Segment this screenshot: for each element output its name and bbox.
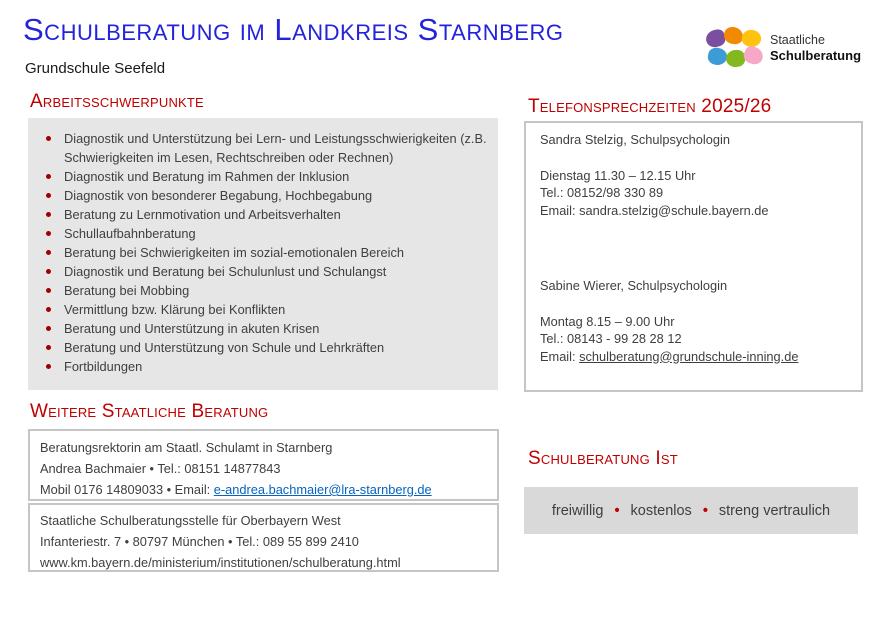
heading-telefonsprechzeiten: Telefonsprechzeiten 2025/26	[528, 96, 772, 117]
bullet-icon	[46, 212, 51, 217]
contact-line-prefix: Mobil 0176 14809033 • Email:	[40, 482, 214, 497]
list-item-text: Beratung bei Schwierigkeiten im sozial-emotionalen Bereich	[64, 245, 405, 260]
contact-email-line	[540, 348, 847, 366]
contact-url: www.km.bayern.de/ministerium/institutionen/schulberatung.html	[40, 555, 401, 570]
schulamt-contact-box	[28, 429, 499, 501]
email-link[interactable]: e-andrea.bachmaier@lra-starnberg.de	[213, 482, 432, 497]
contact-time: Dienstag 11.30 – 12.15 Uhr	[540, 167, 696, 183]
heading-schulberatung-ist: Schulberatung Ist	[528, 448, 678, 469]
list-item-text: Beratung bei Mobbing	[64, 283, 190, 298]
heading-weitere-beratung: Weitere Staatliche Beratung	[30, 401, 269, 422]
list-item-text: Beratung und Unterstützung in akuten Krisen	[64, 321, 320, 336]
motto-item: streng vertraulich	[718, 502, 831, 519]
list-item-text: Diagnostik und Beratung bei Schulunlust und Schulangst	[64, 264, 387, 279]
list-item-text: Schullaufbahnberatung	[64, 226, 196, 241]
bullet-icon	[46, 174, 51, 179]
bullet-icon	[46, 231, 51, 236]
contact-tel: Tel.: 08152/98 330 89	[540, 185, 664, 200]
bullet-icon	[46, 269, 51, 274]
list-item-text: Beratung zu Lernmotivation und Arbeitsverhalten	[64, 207, 341, 222]
telefonsprechzeiten-box	[524, 121, 863, 392]
list-item	[42, 300, 490, 319]
list-item	[42, 167, 490, 186]
list-item-text: Beratung und Unterstützung von Schule und Lehrkräften	[64, 340, 385, 355]
arbeitsschwerpunkte-list	[42, 129, 490, 376]
list-item	[42, 186, 490, 205]
blob-pink-icon	[742, 44, 766, 67]
list-item	[42, 205, 490, 224]
contact-line: Infanteriestr. 7 • 80797 München • Tel.: 089 55 899 2410	[40, 534, 359, 549]
blob-green-icon	[725, 49, 746, 68]
logo-blobs-icon	[705, 27, 761, 69]
bullet-icon	[46, 193, 51, 198]
motto-item: freiwillig	[551, 502, 604, 519]
contact-name: Sabine Wierer, Schulpsychologin	[540, 278, 728, 293]
list-item	[42, 319, 490, 338]
email-label: Email:	[540, 348, 576, 364]
school-name: Grundschule Seefeld	[25, 60, 166, 77]
bullet-icon	[46, 136, 51, 141]
bullet-icon	[46, 307, 51, 312]
list-item	[42, 224, 490, 243]
bullet-icon	[46, 345, 51, 350]
beratungsstelle-contact-box	[28, 503, 499, 572]
list-item	[42, 262, 490, 281]
motto-panel	[524, 487, 858, 534]
email-link[interactable]: schulberatung@grundschule-inning.de	[579, 348, 799, 364]
list-item-text: Diagnostik und Beratung im Rahmen der Inklusion	[64, 169, 350, 184]
contact-line	[40, 479, 487, 500]
blob-orange-icon	[723, 26, 744, 45]
list-item-text: Diagnostik von besonderer Begabung, Hochbegabung	[64, 188, 373, 203]
arbeitsschwerpunkte-panel	[28, 118, 498, 390]
logo-text	[770, 33, 861, 64]
list-item	[42, 129, 490, 167]
bullet-icon	[46, 288, 51, 293]
separator-dot-icon: •	[614, 502, 620, 519]
contact-line: Staatliche Schulberatungsstelle für Oberbayern West	[40, 513, 341, 528]
contact-email-line	[540, 202, 847, 220]
list-item-text: Fortbildungen	[64, 359, 143, 374]
email-address: sandra.stelzig@schule.bayern.de	[579, 202, 769, 218]
list-item-text: Vermittlung bzw. Klärung bei Konflikten	[64, 302, 286, 317]
bullet-icon	[46, 326, 51, 331]
list-item	[42, 243, 490, 262]
separator-dot-icon: •	[702, 502, 708, 519]
list-item-text: Diagnostik und Unterstützung bei Lern- und Leistungsschwierigkeiten (z.B. Schwierigkeiten im Lesen, Rechtschreiben oder Rechnen)	[64, 131, 487, 165]
logo-line2: Schulberatung	[770, 47, 862, 63]
contact-time: Montag 8.15 – 9.00 Uhr	[540, 313, 675, 329]
motto-item: kostenlos	[630, 502, 692, 519]
heading-arbeitsschwerpunkte: Arbeitsschwerpunkte	[30, 91, 204, 112]
bullet-icon	[46, 250, 51, 255]
email-label: Email:	[540, 202, 576, 218]
blob-purple-icon	[704, 28, 727, 49]
list-item	[42, 281, 490, 300]
list-item	[42, 357, 490, 376]
list-item	[42, 338, 490, 357]
logo-line1: Staatliche	[770, 32, 825, 47]
contact-name: Sandra Stelzig, Schulpsychologin	[540, 132, 730, 147]
contact-line: Beratungsrektorin am Staatl. Schulamt in Starnberg	[40, 440, 333, 455]
staatliche-schulberatung-logo	[705, 27, 861, 69]
bullet-icon	[46, 364, 51, 369]
page-title: Schulberatung im Landkreis Starnberg	[23, 12, 564, 47]
contact-tel: Tel.: 08143 - 99 28 28 12	[540, 331, 682, 346]
contact-line: Andrea Bachmaier • Tel.: 08151 14877843	[40, 461, 281, 476]
